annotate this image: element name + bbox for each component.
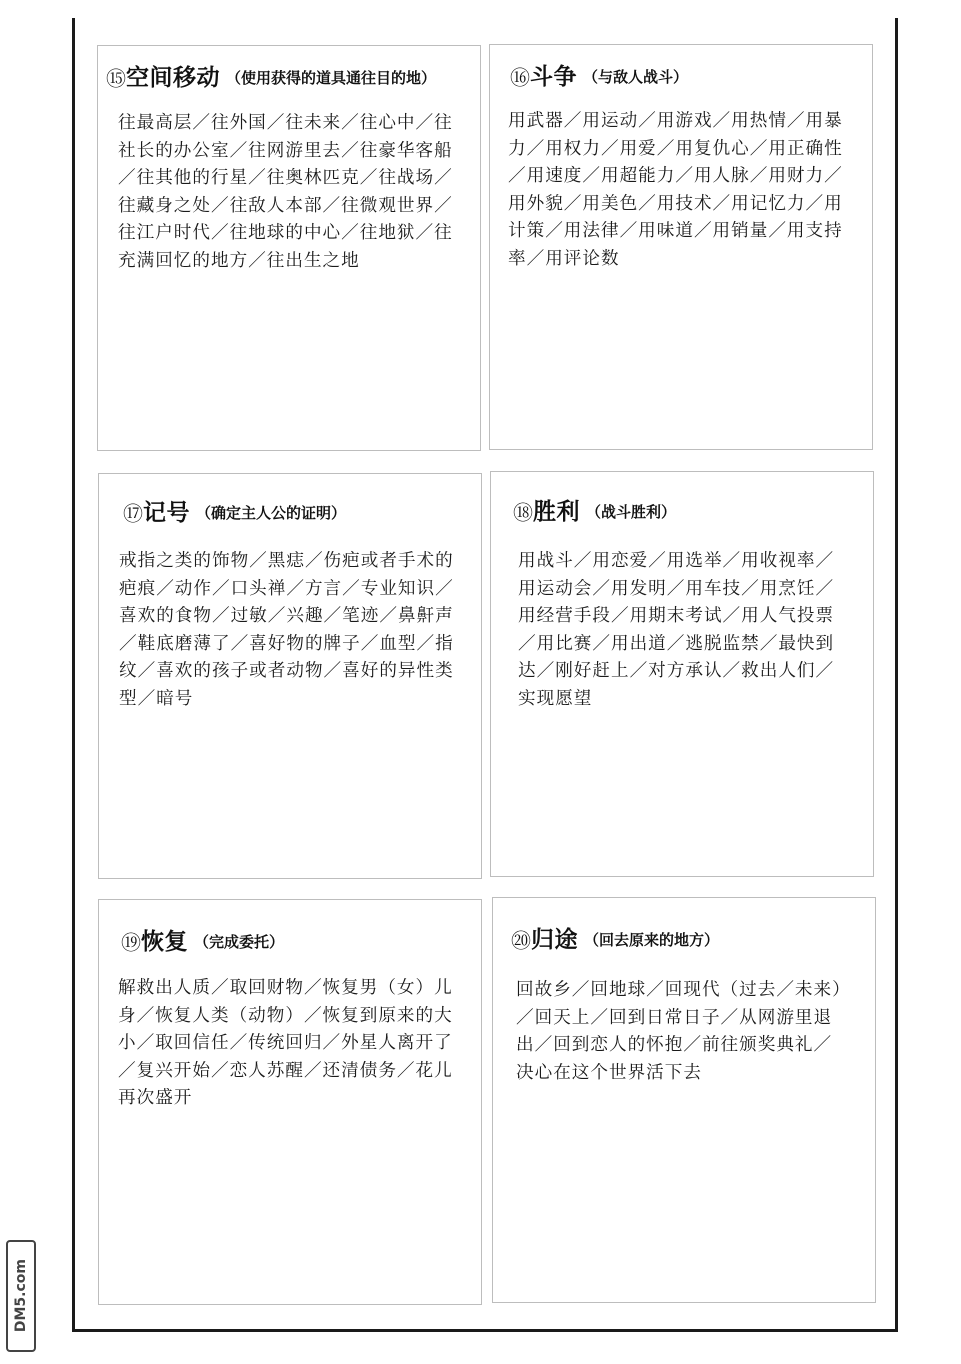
card-body: 用战斗／用恋爱／用选举／用收视率／用运动会／用发明／用车技／用烹饪／用经营手段／用期末考试／用人气投票／用比赛／用出道／逃脱监禁／最快到达／刚好赶上／对方承认／救出人们／实现愿望 — [518, 551, 835, 709]
card-mark — [98, 473, 482, 879]
card-victory — [490, 471, 874, 877]
card-body: 回故乡／回地球／回现代（过去／未来）／回天上／回到日常日子／从网游里退出／回到恋人的怀抱／前往颁奖典礼／决心在这个世界活下去 — [516, 980, 842, 1083]
card-return — [492, 897, 876, 1303]
card-recovery — [98, 899, 482, 1305]
card-number: ⑮ — [106, 66, 126, 91]
card-subtitle: （战斗胜利） — [586, 503, 677, 521]
card-number: ⑯ — [510, 65, 530, 90]
card-number: ⑰ — [123, 501, 143, 526]
card-heading — [510, 66, 688, 89]
card-body: 往最高层／往外国／往未来／往心中／往社长的办公室／往网游里去／往豪华客船／往其他的行星／往奥林匹克／往战场／往藏身之处／往敌人本部／往微观世界／往江户时代／往地球的中心／往地狱／往充满回忆的地方／往出生之地 — [118, 113, 453, 271]
card-heading — [123, 502, 346, 525]
card-number: ⑱ — [513, 500, 533, 525]
card-heading — [121, 931, 284, 954]
card-title: 归途 — [531, 927, 578, 953]
card-subtitle: （回去原来的地方） — [584, 931, 720, 949]
card-subtitle: （完成委托） — [194, 933, 285, 951]
card-number: ⑳ — [511, 928, 531, 953]
card-space-travel — [97, 45, 481, 451]
card-body: 用武器／用运动／用游戏／用热情／用暴力／用权力／用爱／用复仇心／用正确性／用速度／用超能力／用人脉／用财力／用外貌／用美色／用技术／用记忆力／用计策／用法律／用味道／用销量／用支持率／用评论数 — [508, 111, 843, 269]
card-body: 解救出人质／取回财物／恢复男（女）儿身／恢复人类（动物）／恢复到原来的大小／取回信任／传统回归／外星人离开了／复兴开始／恋人苏醒／还清债务／花儿再次盛开 — [118, 978, 453, 1108]
card-heading — [513, 501, 676, 524]
card-heading — [106, 67, 436, 90]
card-title: 胜利 — [533, 499, 580, 525]
card-title: 斗争 — [530, 64, 577, 90]
card-struggle — [489, 44, 873, 450]
card-title: 恢复 — [141, 929, 188, 955]
card-heading — [511, 929, 719, 952]
card-number: ⑲ — [121, 930, 141, 955]
card-subtitle: （使用获得的道具通往目的地） — [226, 69, 437, 87]
card-title: 记号 — [143, 500, 190, 526]
site-watermark-logo — [6, 1240, 36, 1352]
watermark-text: DM5.com — [13, 1259, 29, 1333]
card-subtitle: （与敌人战斗） — [583, 68, 689, 86]
card-body: 戒指之类的饰物／黑痣／伤疤或者手术的疤痕／动作／口头禅／方言／专业知识／喜欢的食物／过敏／兴趣／笔迹／鼻鼾声／鞋底磨薄了／喜好物的牌子／血型／指纹／喜欢的孩子或者动物／喜好的异性类型／暗号 — [119, 551, 454, 709]
card-subtitle: （确定主人公的证明） — [196, 504, 347, 522]
card-title: 空间移动 — [126, 65, 220, 91]
